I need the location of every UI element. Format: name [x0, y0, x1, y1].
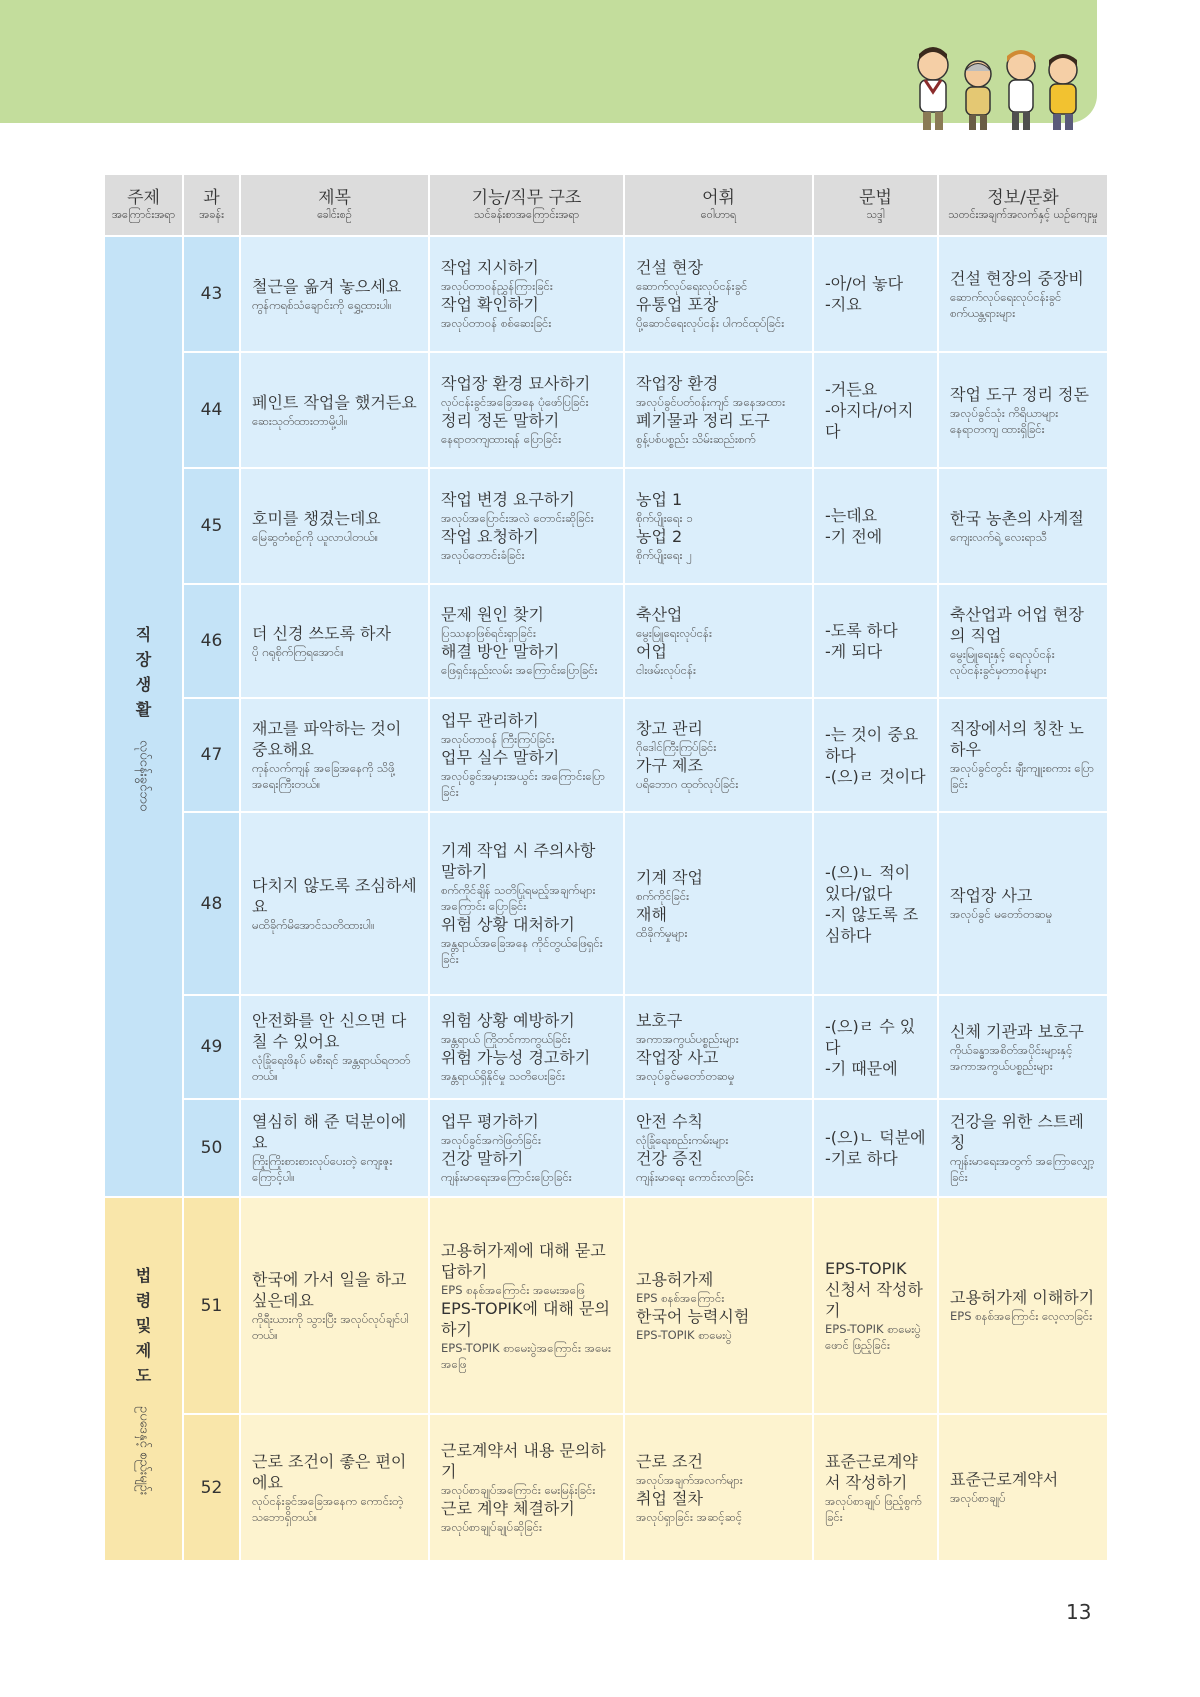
lesson-number: 46: [183, 584, 240, 698]
lesson-number: 49: [183, 995, 240, 1099]
table-header-row: [104, 174, 1108, 236]
lesson-grammar: -(으)ㄴ 덕분에 -기로 하다: [813, 1099, 938, 1197]
lesson-vocabulary: 기계 작업 စက်ကိုင်ခြင်း 재해 ထိခိုက်မှုများ: [624, 812, 813, 995]
header-title: 제목 ခေါင်းစဉ်: [240, 174, 429, 236]
lesson-row-51: [104, 1197, 1108, 1414]
lesson-culture: 작업 도구 정리 정돈 အလုပ်ခွင်သုံး ကိရိယာများ နေရာတကျ ထားရှိခြင်း: [938, 352, 1108, 468]
lesson-row-52: [104, 1414, 1108, 1561]
lesson-number: 52: [183, 1414, 240, 1561]
lesson-function: 문제 원인 찾기 ပြဿနာဖြစ်ရင်းရှာခြင်း 해결 방안 말하기 ဖြေရှင်းနည်းလမ်း အကြောင်းပြောခြင်း: [429, 584, 624, 698]
header-culture: 정보/문화 သတင်းအချက်အလက်နှင့် ယဉ်ကျေးမှု: [938, 174, 1108, 236]
lesson-culture: 표준근로계약서 အလုပ်စာချုပ်: [938, 1414, 1108, 1561]
lesson-grammar: -(으)ㄴ 적이 있다/없다 -지 않도록 조심하다: [813, 812, 938, 995]
lesson-function: 업무 관리하기 အလုပ်တာဝန် ကြီးကြပ်ခြင်း 업무 실수 말하기 အလုပ်ခွင်အမှားအယွင်း အကြောင်းပြောခြင်း: [429, 698, 624, 812]
lesson-vocabulary: 보호구 အကာအကွယ်ပစ္စည်းများ 작업장 사고 အလုပ်ခွင်မတော်တဆမှု: [624, 995, 813, 1099]
lesson-vocabulary: 근로 조건 အလုပ်အချက်အလက်များ 취업 절차 အလုပ်ရှာခြင်း အဆင့်ဆင့်: [624, 1414, 813, 1561]
lesson-vocabulary: 작업장 환경 အလုပ်ခွင်ပတ်ဝန်းကျင် အနေအထား 폐기물과 정리 도구 စွန့်ပစ်ပစ္စည်း သိမ်းဆည်းစက်: [624, 352, 813, 468]
lesson-culture: 직장에서의 칭찬 노하우 အလုပ်ခွင်တွင်း ချီးကျူးစကား ပြောခြင်း: [938, 698, 1108, 812]
lesson-grammar: -도록 하다 -게 되다: [813, 584, 938, 698]
lesson-number: 50: [183, 1099, 240, 1197]
lesson-culture: 작업장 사고 အလုပ်ခွင် မတော်တဆမှု: [938, 812, 1108, 995]
lesson-title: 다치지 않도록 조심하세요 မထိခိုက်မိအောင်သတိထားပါ။: [240, 812, 429, 995]
lesson-row-44: [104, 352, 1108, 468]
part-workplace-life: 직 장 생 활 လုပ်ငန်းခွင်ဘဝ: [104, 236, 183, 1197]
lesson-culture: 축산업과 어업 현장의 직업 မွေးမြူရေးနှင့် ရေလုပ်ငန်း လုပ်ငန်းခွင်မှတာဝန်များ: [938, 584, 1108, 698]
syllabus-table: [103, 173, 1109, 1562]
lesson-row-47: [104, 698, 1108, 812]
header-topic: 주제 အကြောင်းအရာ: [104, 174, 183, 236]
page-number: 13: [1066, 1600, 1092, 1624]
lesson-title: 열심히 해 준 덕분이에요 ကြိုးကြိုးစားစားလုပ်ပေးတဲ့ ကျေးဇူးကြောင့်ပါ။: [240, 1099, 429, 1197]
lesson-row-48: [104, 812, 1108, 995]
lesson-grammar: EPS-TOPIK 신청서 작성하기 EPS-TOPIK စာမေးပွဲဖောင် ဖြည့်ခြင်း: [813, 1197, 938, 1414]
lesson-number: 51: [183, 1197, 240, 1414]
lesson-function: 고용허가제에 대해 묻고 답하기 EPS စနစ်အကြောင်း အမေးအဖြေ EPS-TOPIK에 대해 문의하기 EPS-TOPIK စာမေးပွဲအကြောင်း အမေးအဖြေ: [429, 1197, 624, 1414]
lesson-title: 근로 조건이 좋은 편이에요 လုပ်ငန်းခွင်အခြေအနေက ကောင်းတဲ့သဘောရှိတယ်။: [240, 1414, 429, 1561]
lesson-grammar: 표준근로계약서 작성하기 အလုပ်စာချုပ် ဖြည့်စွက်ခြင်း: [813, 1414, 938, 1561]
lesson-function: 작업장 환경 묘사하기 လုပ်ငန်းခွင်အခြေအနေ ပုံဖော်ပြခြင်း 정리 정돈 말하기 နေရာတကျထားရန် ပြောခြင်း: [429, 352, 624, 468]
lesson-vocabulary: 축산업 မွေးမြူရေးလုပ်ငန်း 어업 ငါးဖမ်းလုပ်ငန်း: [624, 584, 813, 698]
lesson-number: 44: [183, 352, 240, 468]
lesson-function: 위험 상황 예방하기 အန္တရာယ် ကြိုတင်ကာကွယ်ခြင်း 위험 가능성 경고하기 အန္တရာယ်ရှိနိုင်မှု သတိပေးခြင်း: [429, 995, 624, 1099]
header-lesson: 과 အခန်း: [183, 174, 240, 236]
people-illustration-icon: [903, 40, 1093, 132]
lesson-number: 45: [183, 468, 240, 584]
lesson-function: 작업 변경 요구하기 အလုပ်အပြောင်းအလဲ တောင်းဆိုခြင်း 작업 요청하기 အလုပ်တောင်းခံခြင်း: [429, 468, 624, 584]
lesson-row-46: [104, 584, 1108, 698]
lesson-number: 47: [183, 698, 240, 812]
lesson-grammar: -(으)ㄹ 수 있다 -기 때문에: [813, 995, 938, 1099]
header-grammar: 문법 သဒ္ဒါ: [813, 174, 938, 236]
header-function: 기능/직무 구조 သင်ခန်းစာအကြောင်းအရာ: [429, 174, 624, 236]
lesson-title: 안전화를 안 신으면 다칠 수 있어요 လုံခြုံရေးဖိနပ် မစီးရင် အန္တရာယ်ရတတ်တယ်။: [240, 995, 429, 1099]
lesson-vocabulary: 안전 수칙 လုံခြုံရေးစည်းကမ်းများ 건강 증진 ကျန်းမာရေး ကောင်းလာခြင်း: [624, 1099, 813, 1197]
header-vocabulary: 어휘 ဝေါဟာရ: [624, 174, 813, 236]
lesson-vocabulary: 창고 관리 ဂိုဒေါင်ကြီးကြပ်ခြင်း 가구 제조 ပရိဘောဂ ထုတ်လုပ်ခြင်း: [624, 698, 813, 812]
lesson-culture: 신체 기관과 보호구 ကိုယ်ခန္ဓာအစိတ်အပိုင်းများနှင့် အကာအကွယ်ပစ္စည်းများ: [938, 995, 1108, 1099]
lesson-title: 페인트 작업을 했거든요 ဆေးသုတ်ထားတာမို့ပါ။: [240, 352, 429, 468]
lesson-culture: 한국 농촌의 사계절 ကျေးလက်ရဲ့ လေးရာသီ: [938, 468, 1108, 584]
lesson-row-45: [104, 468, 1108, 584]
lesson-culture: 건강을 위한 스트레칭 ကျန်းမာရေးအတွက် အကြောလျှော့ခြင်း: [938, 1099, 1108, 1197]
lesson-vocabulary: 고용허가제 EPS စနစ်အကြောင်း 한국어 능력시험 EPS-TOPIK စာမေးပွဲ: [624, 1197, 813, 1414]
lesson-row-50: [104, 1099, 1108, 1197]
lesson-culture: 건설 현장의 중장비 ဆောက်လုပ်ရေးလုပ်ငန်းခွင် စက်ယန္တရားများ: [938, 236, 1108, 352]
lesson-function: 업무 평가하기 အလုပ်ခွင်အကဲဖြတ်ခြင်း 건강 말하기 ကျန်းမာရေးအကြောင်းပြောခြင်း: [429, 1099, 624, 1197]
lesson-grammar: -는 것이 중요하다 -(으)ㄹ 것이다: [813, 698, 938, 812]
lesson-function: 작업 지시하기 အလုပ်တာဝန်ညွှန်ကြားခြင်း 작업 확인하기 အလုပ်တာဝန် စစ်ဆေးခြင်း: [429, 236, 624, 352]
lesson-vocabulary: 건설 현장 ဆောက်လုပ်ရေးလုပ်ငန်းခွင် 유통업 포장 ပို့ဆောင်ရေးလုပ်ငန်း ပါကင်ထုပ်ခြင်း: [624, 236, 813, 352]
lesson-grammar: -는데요 -기 전에: [813, 468, 938, 584]
lesson-title: 호미를 챙겼는데요 မြေဆွတံစဉ်ကို ယူလာပါတယ်။: [240, 468, 429, 584]
lesson-vocabulary: 농업 1 စိုက်ပျိုးရေး ၁ 농업 2 စိုက်ပျိုးရေး ၂: [624, 468, 813, 584]
lesson-grammar: -거든요 -아지다/어지다: [813, 352, 938, 468]
lesson-row-49: [104, 995, 1108, 1099]
lesson-function: 근로계약서 내용 문의하기 အလုပ်စာချုပ်အကြောင်း မေးမြန်းခြင်း 근로 계약 체결하기 အလုပ်စာချုပ်ချုပ်ဆိုခြင်း: [429, 1414, 624, 1561]
lesson-title: 더 신경 쓰도록 하자 ပို ဂရုစိုက်ကြရအောင်။: [240, 584, 429, 698]
lesson-title: 재고를 파악하는 것이 중요해요 ကုန်လက်ကျန် အခြေအနေကို သိဖို့ အရေးကြီးတယ်။: [240, 698, 429, 812]
lesson-number: 43: [183, 236, 240, 352]
lesson-grammar: -아/어 놓다 -지요: [813, 236, 938, 352]
lesson-culture: 고용허가제 이해하기 EPS စနစ်အကြောင်း လေ့လာခြင်း: [938, 1197, 1108, 1414]
lesson-number: 48: [183, 812, 240, 995]
lesson-title: 한국에 가서 일을 하고 싶은데요 ကိုရီးယားကို သွားပြီး အလုပ်လုပ်ချင်ပါတယ်။: [240, 1197, 429, 1414]
lesson-row-43: [104, 236, 1108, 352]
lesson-title: 철근을 옮겨 놓으세요 ကွန်ကရစ်သံချောင်းကို ရွှေ့ထားပါ။: [240, 236, 429, 352]
part-law-and-system: 법 령 및 제 도 ဥပဒေနှင့် စည်းမျဉ်း: [104, 1197, 183, 1561]
lesson-function: 기계 작업 시 주의사항 말하기 စက်ကိုင်ချိန် သတိပြုရမည့်အချက်များ အကြောင်း ပြောခြင်း 위험 상황 대처하기 အန္တရာယ်အခြေအနေ ကိုင်တွယ်ဖြေရှင်းခြင်း: [429, 812, 624, 995]
